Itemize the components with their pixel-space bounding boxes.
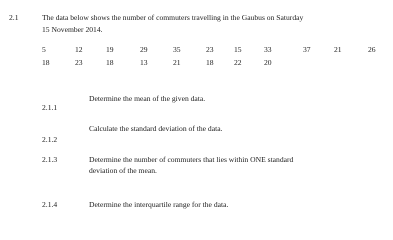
data-value: 37 xyxy=(303,45,311,54)
data-value: 29 xyxy=(140,45,148,54)
data-value: 20 xyxy=(264,58,272,67)
subquestion-text: Determine the mean of the given data. xyxy=(89,94,206,103)
subquestion-text: Calculate the standard deviation of the data. xyxy=(89,124,223,133)
data-value: 5 xyxy=(42,45,46,54)
data-value: 22 xyxy=(234,58,242,67)
subquestion-number: 2.1.2 xyxy=(42,135,58,144)
data-value: 35 xyxy=(173,45,181,54)
question-number: 2.1 xyxy=(9,13,19,22)
data-value: 12 xyxy=(75,45,83,54)
subquestion-text-line-1: Determine the number of commuters that lies within ONE standard xyxy=(89,155,294,164)
data-value: 18 xyxy=(206,58,214,67)
subquestion-number: 2.1.1 xyxy=(42,103,58,112)
subquestion-text: Determine the interquartile range for the data. xyxy=(89,200,229,209)
data-value: 33 xyxy=(264,45,272,54)
data-value: 15 xyxy=(234,45,242,54)
data-value: 21 xyxy=(173,58,181,67)
data-value: 26 xyxy=(368,45,376,54)
question-intro-line-1: The data below shows the number of commuters travelling in the Gaubus on Saturday xyxy=(42,13,304,22)
data-value: 23 xyxy=(75,58,83,67)
data-value: 19 xyxy=(106,45,114,54)
question-intro-line-2: 15 November 2014. xyxy=(42,25,103,34)
subquestion-number: 2.1.4 xyxy=(42,200,58,209)
data-value: 18 xyxy=(42,58,50,67)
data-value: 21 xyxy=(334,45,342,54)
data-value: 18 xyxy=(106,58,114,67)
data-value: 13 xyxy=(140,58,148,67)
data-value: 23 xyxy=(206,45,214,54)
subquestion-number: 2.1.3 xyxy=(42,155,58,164)
subquestion-text-line-2: deviation of the mean. xyxy=(89,166,157,175)
